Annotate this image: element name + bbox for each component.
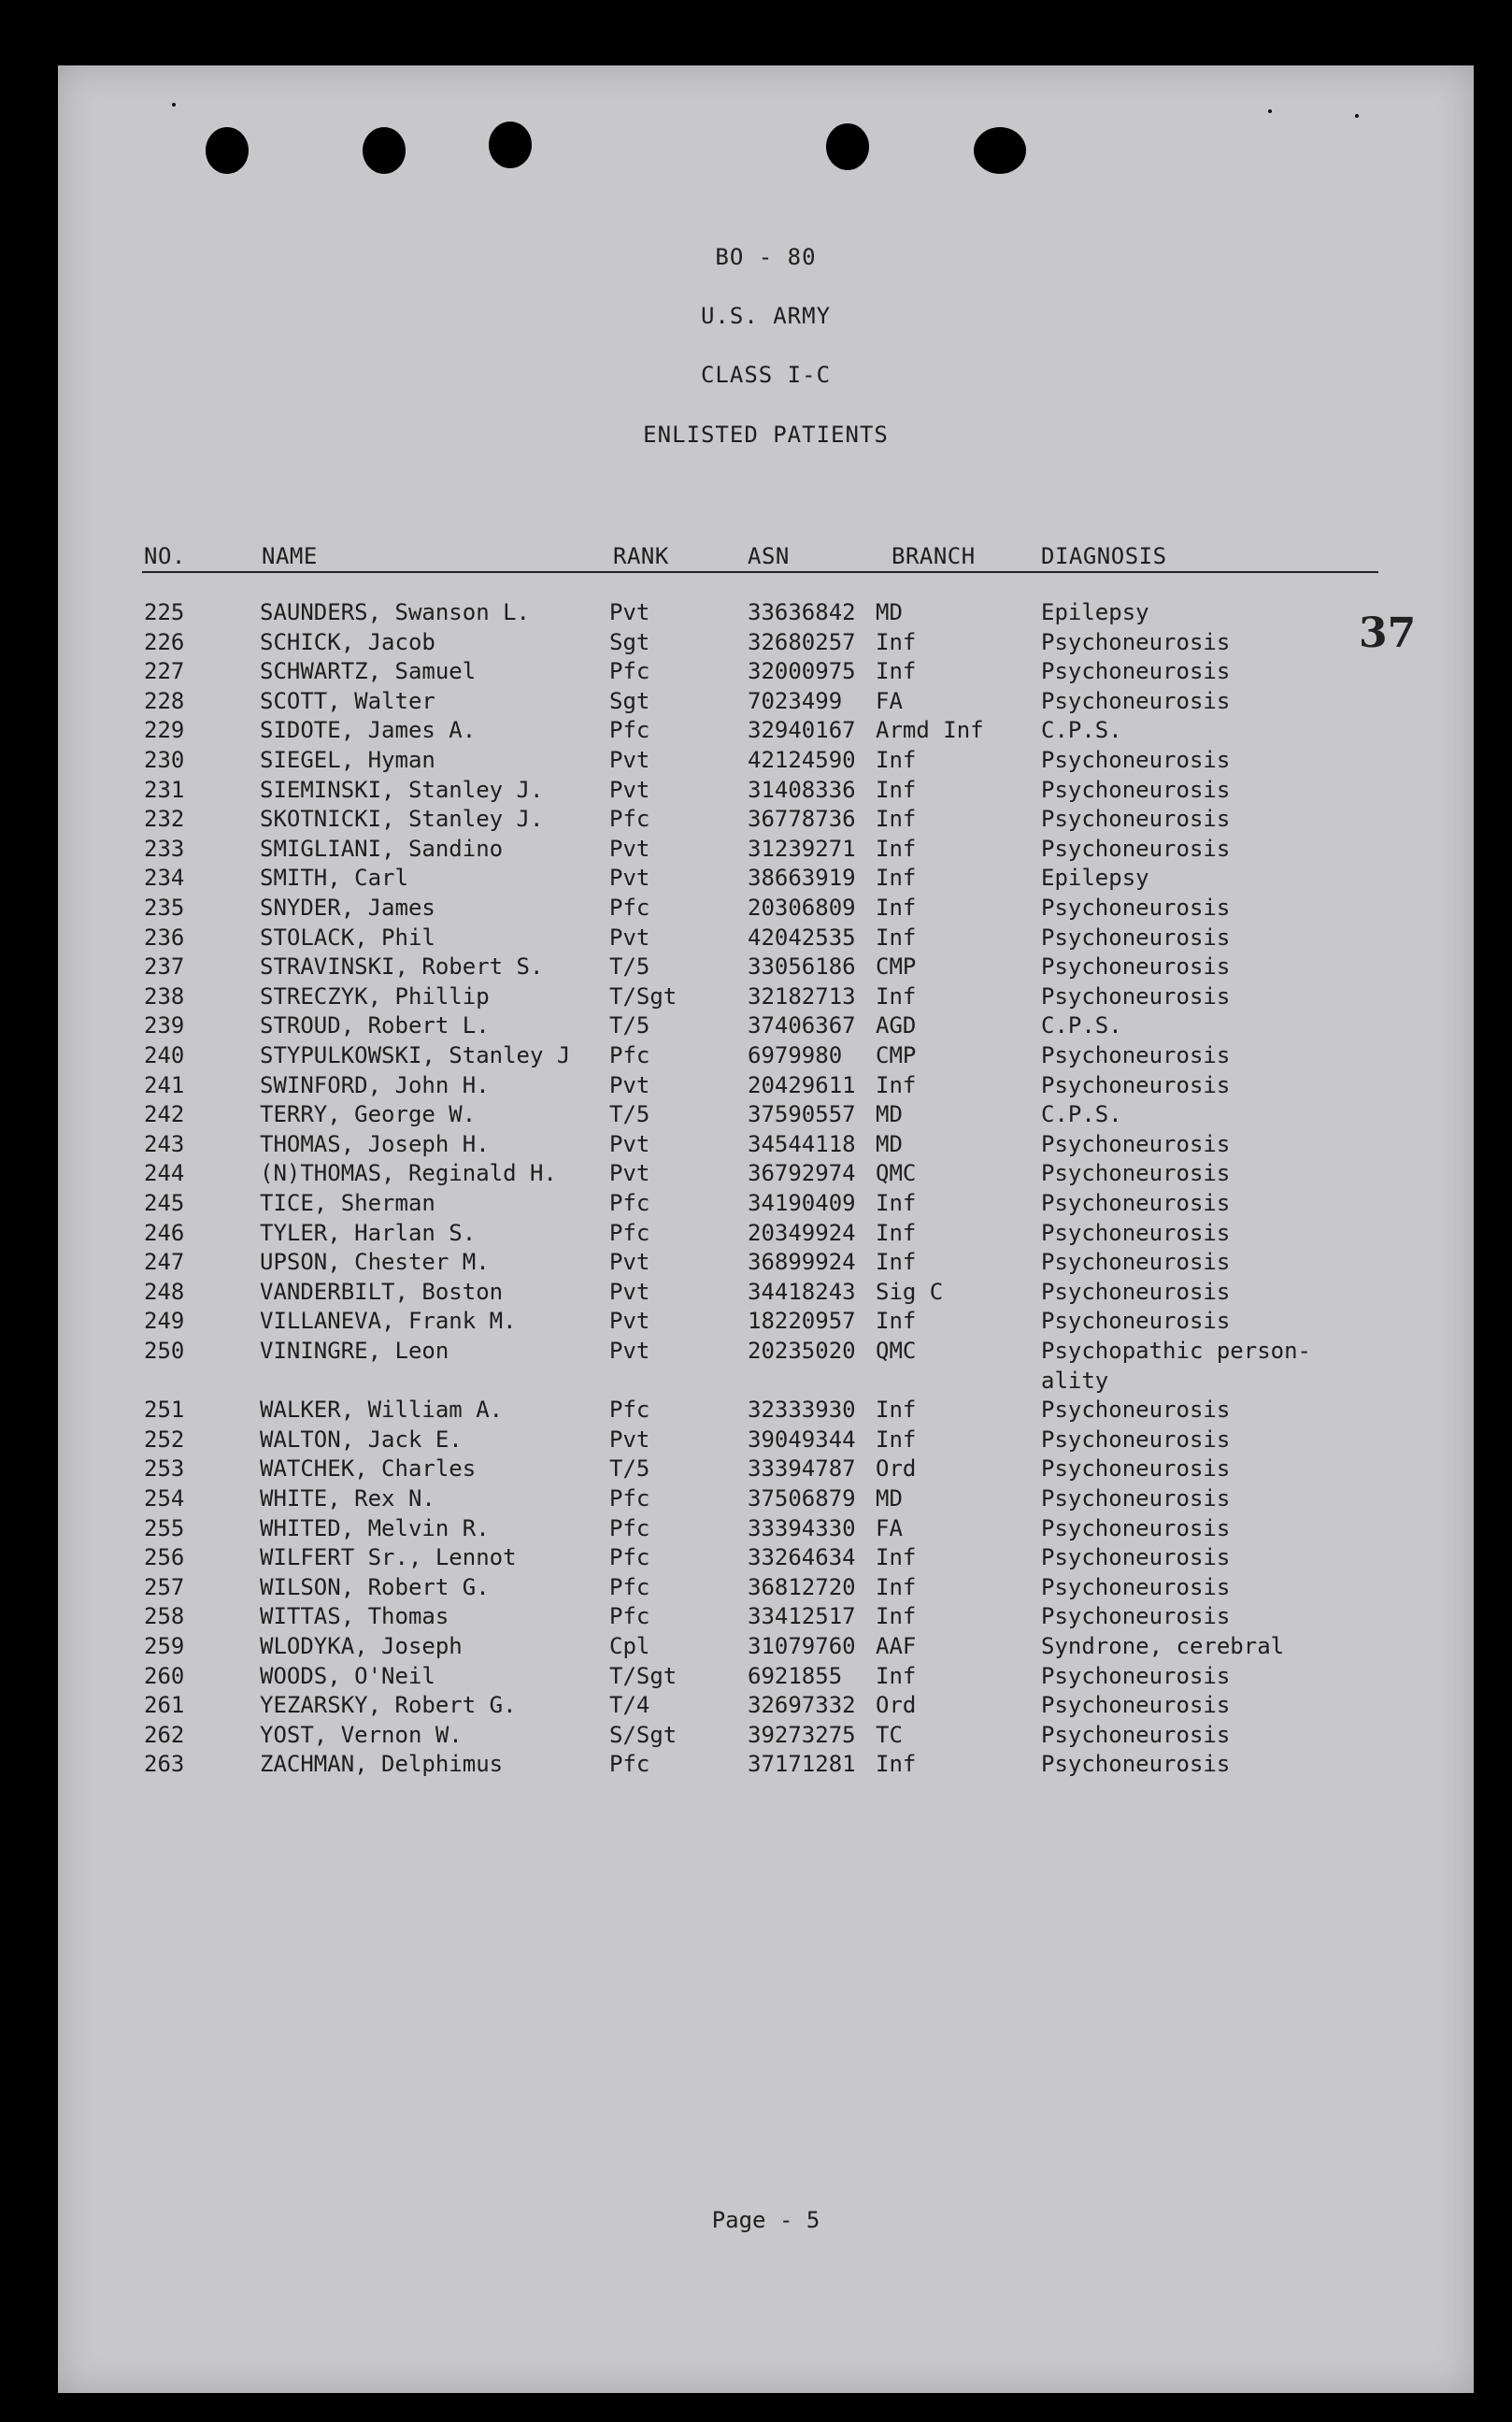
patient-branch: Inf <box>876 982 917 1010</box>
patient-branch: MD <box>876 1101 903 1128</box>
row-number: 226 <box>144 628 185 655</box>
patient-name: SCOTT, Walter <box>260 687 435 714</box>
patient-diagnosis: C.P.S. <box>1041 717 1122 744</box>
organization-title: U.S. ARMY <box>700 303 832 329</box>
patient-diagnosis: Psychoneurosis <box>1041 1130 1231 1157</box>
patient-diagnosis: Psychoneurosis <box>1041 1308 1231 1335</box>
row-number: 253 <box>144 1455 185 1483</box>
patient-name: YOST, Vernon W. <box>260 1721 463 1748</box>
patient-name: TYLER, Harlan S. <box>260 1219 477 1246</box>
column-header-rank: RANK <box>613 543 669 569</box>
patient-asn: 32697332 <box>748 1692 856 1719</box>
patient-diagnosis: C.P.S. <box>1041 1101 1122 1128</box>
patient-asn: 18220957 <box>748 1308 856 1335</box>
patient-branch: QMC <box>876 1338 917 1364</box>
patient-asn: 32333930 <box>748 1397 856 1424</box>
patient-branch: Inf <box>876 628 917 655</box>
patient-rank: T/Sgt <box>609 982 678 1010</box>
patient-diagnosis: Psychoneurosis <box>1041 924 1231 951</box>
patient-asn: 34418243 <box>748 1278 856 1305</box>
patient-asn: 32182713 <box>748 982 856 1010</box>
patient-asn: 6979980 <box>748 1042 843 1068</box>
patient-asn: 33056186 <box>748 953 856 981</box>
patient-asn: 34544118 <box>748 1130 856 1157</box>
row-number: 250 <box>144 1338 185 1364</box>
row-number: 240 <box>144 1042 185 1068</box>
patient-branch: AGD <box>876 1012 917 1039</box>
patient-name: WILSON, Robert G. <box>260 1573 490 1600</box>
patient-diagnosis: Psychoneurosis <box>1041 687 1231 714</box>
patient-branch: Inf <box>876 1249 917 1276</box>
patient-rank: Pvt <box>609 1160 650 1187</box>
patient-name: WHITE, Rex N. <box>260 1485 435 1512</box>
patient-name: SWINFORD, John H. <box>260 1071 490 1098</box>
patient-name: TERRY, George W. <box>260 1101 477 1128</box>
patient-branch: Inf <box>876 747 917 773</box>
patient-rank: Pfc <box>609 1190 650 1216</box>
patient-rank: Pvt <box>609 924 650 951</box>
patient-rank: Pfc <box>609 806 650 833</box>
patient-rank: Pvt <box>609 1249 650 1276</box>
patient-diagnosis: Psychoneurosis <box>1041 1721 1231 1748</box>
patient-asn: 31079760 <box>748 1633 856 1659</box>
patient-branch: Inf <box>876 1573 917 1600</box>
row-number: 233 <box>144 835 185 862</box>
patient-rank: Sgt <box>609 628 650 655</box>
patient-asn: 39273275 <box>748 1721 856 1748</box>
punch-hole <box>489 122 532 168</box>
patient-branch: FA <box>876 687 903 714</box>
patient-diagnosis: Psychoneurosis <box>1041 1426 1231 1453</box>
patient-diagnosis: Psychoneurosis <box>1041 1573 1231 1600</box>
punch-hole <box>974 127 1026 174</box>
patient-name: SMIGLIANI, Sandino <box>260 835 504 862</box>
patient-diagnosis: Psychoneurosis <box>1041 1751 1231 1778</box>
row-number: 260 <box>144 1662 185 1689</box>
patient-asn: 36899924 <box>748 1249 856 1276</box>
patient-diagnosis: Psychoneurosis <box>1041 1071 1231 1098</box>
patient-rank: T/5 <box>609 953 650 981</box>
patient-name: SCHICK, Jacob <box>260 628 435 655</box>
patient-rank: S/Sgt <box>609 1721 678 1748</box>
patient-name: SNYDER, James <box>260 895 435 921</box>
column-header-name: NAME <box>262 543 318 569</box>
row-number: 242 <box>144 1101 185 1128</box>
row-number: 227 <box>144 658 185 685</box>
patient-name: WATCHEK, Charles <box>260 1455 477 1483</box>
patient-branch: QMC <box>876 1160 917 1187</box>
patient-branch: MD <box>876 1485 903 1512</box>
row-number: 261 <box>144 1692 185 1719</box>
patient-rank: Pfc <box>609 1573 650 1600</box>
list-title: ENLISTED PATIENTS <box>643 422 889 448</box>
patient-diagnosis: Psychoneurosis <box>1041 1042 1231 1068</box>
punch-hole <box>206 127 249 174</box>
patient-asn: 36778736 <box>748 806 856 833</box>
patient-branch: Sig C <box>876 1278 944 1305</box>
patient-rank: Pfc <box>609 1751 650 1778</box>
patient-rank: T/5 <box>609 1012 650 1039</box>
patient-asn: 38663919 <box>748 865 856 892</box>
patient-rank: Pvt <box>609 1338 650 1364</box>
speck <box>172 103 176 107</box>
patient-asn: 33394787 <box>748 1455 856 1483</box>
patient-name: SAUNDERS, Swanson L. <box>260 599 530 625</box>
patient-rank: Pvt <box>609 747 650 773</box>
row-number: 258 <box>144 1603 185 1630</box>
patient-asn: 37406367 <box>748 1012 856 1039</box>
patient-name: UPSON, Chester M. <box>260 1249 490 1276</box>
patient-branch: Inf <box>876 895 917 921</box>
patient-branch: Armd Inf <box>876 717 984 744</box>
patient-name: SKOTNICKI, Stanley J. <box>260 806 544 833</box>
patient-diagnosis: Syndrone, cerebral <box>1041 1633 1285 1659</box>
patient-diagnosis: Epilepsy <box>1041 865 1149 892</box>
patient-branch: Inf <box>876 865 917 892</box>
row-number: 237 <box>144 953 185 981</box>
row-number: 245 <box>144 1190 185 1216</box>
patient-name: STRECZYK, Phillip <box>260 982 490 1010</box>
patient-name: SMITH, Carl <box>260 865 408 892</box>
patient-rank: Pvt <box>609 1130 650 1157</box>
column-header-diagnosis: DIAGNOSIS <box>1041 543 1167 569</box>
row-number: 249 <box>144 1308 185 1335</box>
patient-asn: 7023499 <box>748 687 843 714</box>
class-title: CLASS I-C <box>700 362 832 388</box>
patient-name: (N)THOMAS, Reginald H. <box>260 1160 557 1187</box>
patient-rank: Pfc <box>609 1603 650 1630</box>
row-number: 239 <box>144 1012 185 1039</box>
patient-diagnosis: Psychoneurosis <box>1041 747 1231 773</box>
patient-diagnosis: Psychoneurosis <box>1041 1514 1231 1541</box>
patient-diagnosis: Psychoneurosis <box>1041 1662 1231 1689</box>
patient-branch: Inf <box>876 1544 917 1571</box>
patient-branch: Inf <box>876 806 917 833</box>
patient-rank: Pfc <box>609 1042 650 1068</box>
column-header-branch: BRANCH <box>892 543 976 569</box>
patient-name: WALKER, William A. <box>260 1397 504 1424</box>
row-number: 256 <box>144 1544 185 1571</box>
patient-branch: Inf <box>876 1190 917 1216</box>
row-number: 243 <box>144 1130 185 1157</box>
speck <box>1355 114 1359 118</box>
patient-rank: Pfc <box>609 717 650 744</box>
patient-diagnosis: Psychoneurosis <box>1041 835 1231 862</box>
patient-branch: MD <box>876 599 903 625</box>
patient-name: ZACHMAN, Delphimus <box>260 1751 504 1778</box>
patient-asn: 42042535 <box>748 924 856 951</box>
patient-diagnosis: Psychoneurosis <box>1041 1603 1231 1630</box>
patient-diagnosis: Psychoneurosis <box>1041 1249 1231 1276</box>
patient-diagnosis: Psychoneurosis <box>1041 628 1231 655</box>
row-number: 244 <box>144 1160 185 1187</box>
patient-asn: 42124590 <box>748 747 856 773</box>
row-number: 234 <box>144 865 185 892</box>
patient-name: WILFERT Sr., Lennot <box>260 1544 517 1571</box>
patient-branch: Inf <box>876 835 917 862</box>
patient-rank: T/5 <box>609 1101 650 1128</box>
patient-branch: Ord <box>876 1455 917 1483</box>
patient-diagnosis: Psychoneurosis <box>1041 1397 1231 1424</box>
column-header-no: NO. <box>144 543 186 569</box>
patient-asn: 6921855 <box>748 1662 843 1689</box>
patient-branch: Inf <box>876 1662 917 1689</box>
patient-branch: MD <box>876 1130 903 1157</box>
patient-name: YEZARSKY, Robert G. <box>260 1692 517 1719</box>
patient-diagnosis: Psychoneurosis <box>1041 895 1231 921</box>
patient-branch: Inf <box>876 924 917 951</box>
page-number: Page - 5 <box>711 2207 820 2233</box>
patient-asn: 33412517 <box>748 1603 856 1630</box>
row-number: 263 <box>144 1751 185 1778</box>
patient-branch: Inf <box>876 1751 917 1778</box>
patient-rank: Pvt <box>609 1426 650 1453</box>
patient-branch: FA <box>876 1514 903 1541</box>
row-number: 259 <box>144 1633 185 1659</box>
column-header-asn: ASN <box>748 543 790 569</box>
patient-name: WALTON, Jack E. <box>260 1426 463 1453</box>
speck <box>1268 109 1272 113</box>
patient-name: STOLACK, Phil <box>260 924 435 951</box>
patient-asn: 20235020 <box>748 1338 856 1364</box>
patient-name: WITTAS, Thomas <box>260 1603 449 1630</box>
patient-branch: Inf <box>876 658 917 685</box>
patient-diagnosis: Psychoneurosis <box>1041 1278 1231 1305</box>
patient-name: THOMAS, Joseph H. <box>260 1130 490 1157</box>
punch-hole <box>826 123 869 170</box>
row-number: 248 <box>144 1278 185 1305</box>
patient-asn: 34190409 <box>748 1190 856 1216</box>
patient-rank: T/4 <box>609 1692 650 1719</box>
patient-rank: Pfc <box>609 895 650 921</box>
patient-rank: Pvt <box>609 599 650 625</box>
patient-diagnosis: Psychoneurosis <box>1041 1692 1231 1719</box>
row-number: 236 <box>144 924 185 951</box>
patient-asn: 33394330 <box>748 1514 856 1541</box>
row-number: 247 <box>144 1249 185 1276</box>
row-number: 262 <box>144 1721 185 1748</box>
row-number: 255 <box>144 1514 185 1541</box>
patient-diagnosis: Psychoneurosis <box>1041 953 1231 981</box>
row-number: 230 <box>144 747 185 773</box>
patient-name: WOODS, O'Neil <box>260 1662 435 1689</box>
row-number: 235 <box>144 895 185 921</box>
patient-rank: Pvt <box>609 1308 650 1335</box>
patient-asn: 32940167 <box>748 717 856 744</box>
patient-rank: Pfc <box>609 1514 650 1541</box>
row-number: 229 <box>144 717 185 744</box>
patient-diagnosis: Psychoneurosis <box>1041 776 1231 803</box>
patient-asn: 39049344 <box>748 1426 856 1453</box>
patient-asn: 33636842 <box>748 599 856 625</box>
patient-asn: 31408336 <box>748 776 856 803</box>
patient-branch: Inf <box>876 1426 917 1453</box>
patient-asn: 36792974 <box>748 1160 856 1187</box>
row-number: 232 <box>144 806 185 833</box>
patient-name: VANDERBILT, Boston <box>260 1278 504 1305</box>
patient-name: SIEGEL, Hyman <box>260 747 435 773</box>
patient-diagnosis: Psychoneurosis <box>1041 1455 1231 1483</box>
patient-asn: 32000975 <box>748 658 856 685</box>
patient-branch: Inf <box>876 1397 917 1424</box>
patient-name: STRAVINSKI, Robert S. <box>260 953 544 981</box>
patient-branch: CMP <box>876 1042 917 1068</box>
patient-rank: T/Sgt <box>609 1662 678 1689</box>
patient-branch: AAF <box>876 1633 917 1659</box>
row-number: 238 <box>144 982 185 1010</box>
patient-rank: Pfc <box>609 1397 650 1424</box>
row-number: 225 <box>144 599 185 625</box>
patient-branch: Inf <box>876 1308 917 1335</box>
patient-rank: Pfc <box>609 1219 650 1246</box>
patient-name: WLODYKA, Joseph <box>260 1633 463 1659</box>
patient-diagnosis: Psychoneurosis <box>1041 1485 1231 1512</box>
patient-name: WHITED, Melvin R. <box>260 1514 490 1541</box>
document-code: BO - 80 <box>715 244 817 270</box>
patient-asn: 20349924 <box>748 1219 856 1246</box>
document-page <box>58 65 1474 2393</box>
patient-rank: Pfc <box>609 1485 650 1512</box>
row-number: 246 <box>144 1219 185 1246</box>
patient-rank: Pvt <box>609 835 650 862</box>
punch-hole <box>363 127 406 174</box>
header-rule <box>142 571 1378 573</box>
patient-rank: Pvt <box>609 776 650 803</box>
patient-rank: Pfc <box>609 1544 650 1571</box>
row-number: 228 <box>144 687 185 714</box>
patient-branch: Inf <box>876 1603 917 1630</box>
patient-diagnosis: Epilepsy <box>1041 599 1149 625</box>
patient-rank: T/5 <box>609 1455 650 1483</box>
patient-diagnosis: Psychoneurosis <box>1041 1160 1231 1187</box>
patient-name: SIEMINSKI, Stanley J. <box>260 776 544 803</box>
patient-asn: 36812720 <box>748 1573 856 1600</box>
patient-name: STYPULKOWSKI, Stanley J <box>260 1042 571 1068</box>
patient-name: SIDOTE, James A. <box>260 717 477 744</box>
patient-diagnosis: Psychoneurosis <box>1041 1190 1231 1216</box>
patient-name: VILLANEVA, Frank M. <box>260 1308 517 1335</box>
patient-name: VININGRE, Leon <box>260 1338 449 1364</box>
patient-rank: Pfc <box>609 658 650 685</box>
patient-branch: Inf <box>876 776 917 803</box>
patient-diagnosis: Psychoneurosis <box>1041 658 1231 685</box>
patient-diagnosis: Psychopathic person- <box>1041 1338 1311 1364</box>
patient-name: TICE, Sherman <box>260 1190 435 1216</box>
patient-asn: 20429611 <box>748 1071 856 1098</box>
patient-rank: Cpl <box>609 1633 650 1659</box>
side-page-number: 37 <box>1359 609 1417 657</box>
patient-diagnosis: C.P.S. <box>1041 1012 1122 1039</box>
row-number: 251 <box>144 1397 185 1424</box>
patient-asn: 37506879 <box>748 1485 856 1512</box>
patient-asn: 20306809 <box>748 895 856 921</box>
patient-diagnosis: Psychoneurosis <box>1041 1544 1231 1571</box>
row-number: 231 <box>144 776 185 803</box>
patient-asn: 33264634 <box>748 1544 856 1571</box>
patient-branch: Inf <box>876 1219 917 1246</box>
patient-rank: Pvt <box>609 1278 650 1305</box>
row-number: 257 <box>144 1573 185 1600</box>
patient-name: SCHWARTZ, Samuel <box>260 658 477 685</box>
patient-diagnosis: Psychoneurosis <box>1041 982 1231 1010</box>
row-number: 254 <box>144 1485 185 1512</box>
patient-rank: Pvt <box>609 1071 650 1098</box>
patient-branch: Inf <box>876 1071 917 1098</box>
row-number: 241 <box>144 1071 185 1098</box>
patient-rank: Pvt <box>609 865 650 892</box>
patient-asn: 37590557 <box>748 1101 856 1128</box>
patient-diagnosis: Psychoneurosis <box>1041 1219 1231 1246</box>
patient-branch: Ord <box>876 1692 917 1719</box>
patient-branch: TC <box>876 1721 903 1748</box>
patient-asn: 32680257 <box>748 628 856 655</box>
patient-asn: 37171281 <box>748 1751 856 1778</box>
patient-name: STROUD, Robert L. <box>260 1012 490 1039</box>
patient-diagnosis: Psychoneurosis <box>1041 806 1231 833</box>
patient-rank: Sgt <box>609 687 650 714</box>
patient-branch: CMP <box>876 953 917 981</box>
row-number: 252 <box>144 1426 185 1453</box>
patient-asn: 31239271 <box>748 835 856 862</box>
patient-diagnosis-continued: ality <box>1041 1367 1109 1394</box>
